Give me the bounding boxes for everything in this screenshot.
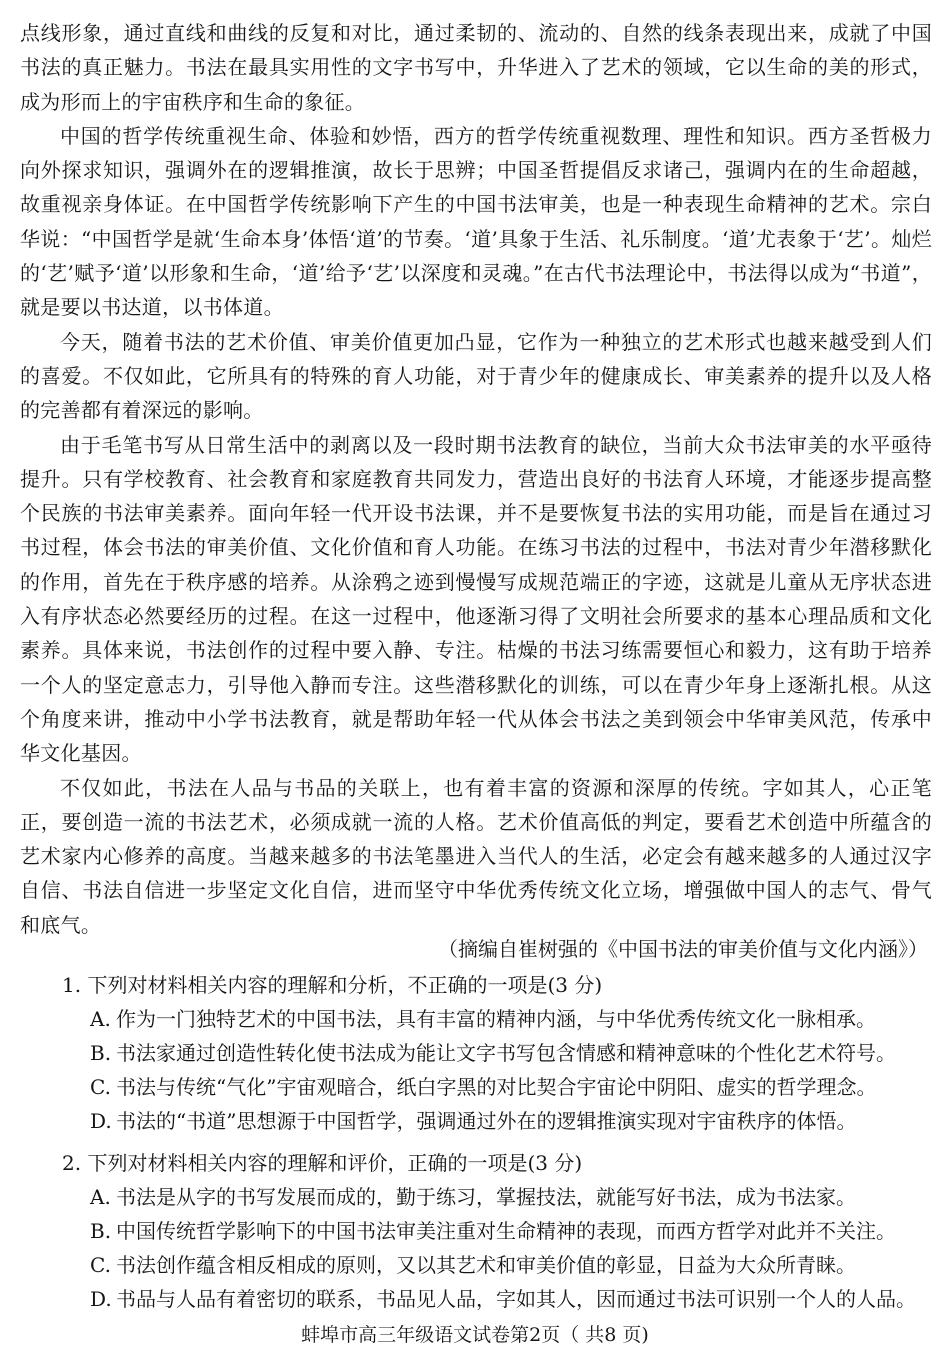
option-text: 中国传统哲学影响下的中国书法审美注重对生命精神的表现，而西方哲学对此并不关注。 bbox=[116, 1219, 896, 1243]
option-label: D. bbox=[90, 1109, 112, 1133]
option-text: 书品与人品有着密切的联系，书品见人品，字如其人，因而通过书法可识别一个人的人品。 bbox=[116, 1287, 916, 1311]
passage-paragraph-1: 点线形象，通过直线和曲线的反复和对比，通过柔韧的、流动的、自然的线条表现出来，成就了中国书法的真正魅力。书法在最具实用性的文字书写中，升华进入了艺术的领域，它以生命的美的形式，成为形而上的宇宙秩序和生命的象征。 bbox=[20, 21, 932, 114]
option-text: 书法是从字的书写发展而成的，勤于练习，掌握技法，就能写好书法，成为书法家。 bbox=[116, 1185, 856, 1209]
page-footer: 蚌埠市高三年级语文试卷第2页（ 共8 页) bbox=[301, 1324, 649, 1346]
passage-paragraph-2: 中国的哲学传统重视生命、体验和妙悟，西方的哲学传统重视数理、理性和知识。西方圣哲极力向外探求知识，强调外在的逻辑推演，故长于思辨；中国圣哲提倡反求诸己，强调内在的生命超越，故重视亲身体证。在中国哲学传统影响下产生的中国书法审美，也是一种表现生命精神的艺术。宗白华说：“中国哲学是就‘生命本身’体悟‘道’的节奏。‘道’具象于生活、礼乐制度。‘道’尤表象于‘艺’。灿烂的‘艺’赋予‘道’以形象和生命，‘道’给予‘艺’以深度和灵魂。”在古代书法理论中，书法得以成为“书道”，就是要以书达道，以书体道。 bbox=[20, 123, 932, 320]
option-text: 作为一门独特艺术的中国书法，具有丰富的精神内涵，与中华优秀传统文化一脉相承。 bbox=[116, 1007, 876, 1031]
question-2-option-a bbox=[62, 1180, 934, 1214]
option-text: 书法家通过创造性转化使书法成为能让文字书写包含情感和精神意味的个性化艺术符号。 bbox=[116, 1041, 896, 1065]
option-label: B. bbox=[90, 1219, 112, 1243]
question-2-option-b bbox=[62, 1214, 934, 1248]
option-label: B. bbox=[90, 1041, 112, 1065]
option-text: 书法与传统“气化”宇宙观暗合，纸白字黑的对比契合宇宙论中阴阳、虚实的哲学理念。 bbox=[116, 1075, 877, 1099]
passage-paragraph-5: 不仅如此，书法在人品与书品的关联上，也有着丰富的资源和深厚的传统。字如其人，心正笔正，要创造一流的书法艺术，必须成就一流的人格。艺术价值高低的判定，要看艺术创造中所蕴含的艺术家内心修养的高度。当越来越多的书法笔墨进入当代人的生活，必定会有越来越多的人通过汉字自信、书法自信进一步坚定文化自信，进而坚守中华优秀传统文化立场，增强做中国人的志气、骨气和底气。 bbox=[20, 775, 932, 937]
question-1 bbox=[62, 968, 934, 1138]
question-2-option-d bbox=[62, 1282, 934, 1316]
question-2 bbox=[62, 1146, 934, 1316]
option-text: 书法的“书道”思想源于中国哲学，强调通过外在的逻辑推演实现对宇宙秩序的体悟。 bbox=[116, 1109, 857, 1133]
option-text: 书法创作蕴含相反相成的原则，又以其艺术和审美价值的彰显，日益为大众所青睐。 bbox=[116, 1253, 856, 1277]
passage-source: （摘编自崔树强的《中国书法的审美价值与文化内涵》） bbox=[438, 937, 928, 961]
passage-paragraph-3: 今天，随着书法的艺术价值、审美价值更加凸显，它作为一种独立的艺术形式也越来越受到人们的喜爱。不仅如此，它所具有的特殊的育人功能，对于青少年的健康成长、审美素养的提升以及人格的完善都有着深远的影响。 bbox=[20, 329, 932, 423]
passage-paragraph-4: 由于毛笔书写从日常生活中的剥离以及一段时期书法教育的缺位，当前大众书法审美的水平亟待提升。只有学校教育、社会教育和家庭教育共同发力，营造出良好的书法育人环境，才能逐步提高整个民族的书法审美素养。面向年轻一代开设书法课，并不是要恢复书法的实用功能，而是旨在通过习书过程，体会书法的审美价值、文化价值和育人功能。在练习书法的过程中，书法对青少年潜移默化的作用，首先在于秩序感的培养。从涂鸦之迹到慢慢写成规范端正的字迹，这就是儿童从无序状态进入有序状态必然要经历的过程。在这一过程中，他逐渐习得了文明社会所要求的基本心理品质和文化素养。具体来说，书法创作的过程中要入静、专注。枯燥的书法习练需要恒心和毅力，这有助于培养一个人的坚定意志力，引导他入静而专注。这些潜移默化的训练，可以在青少年身上逐渐扎根。从这个角度来讲，推动中小学书法教育，就是帮助年轻一代从体会书法之美到领会中华审美风范，传承中华文化基因。 bbox=[20, 432, 932, 766]
question-2-option-c bbox=[62, 1248, 934, 1282]
option-label: C. bbox=[90, 1075, 111, 1099]
question-1-option-c bbox=[62, 1070, 934, 1104]
option-label: D. bbox=[90, 1287, 112, 1311]
question-1-option-b bbox=[62, 1036, 934, 1070]
question-1-stem: 1. 下列对材料相关内容的理解和分析，不正确的一项是(3 分) bbox=[62, 973, 603, 997]
question-1-option-a bbox=[62, 1002, 934, 1036]
question-1-option-d bbox=[62, 1104, 934, 1138]
reading-passage bbox=[20, 16, 932, 942]
option-label: A. bbox=[90, 1007, 111, 1031]
option-label: C. bbox=[90, 1253, 111, 1277]
question-2-stem: 2. 下列对材料相关内容的理解和评价，正确的一项是(3 分) bbox=[62, 1151, 583, 1175]
option-label: A. bbox=[90, 1185, 111, 1209]
